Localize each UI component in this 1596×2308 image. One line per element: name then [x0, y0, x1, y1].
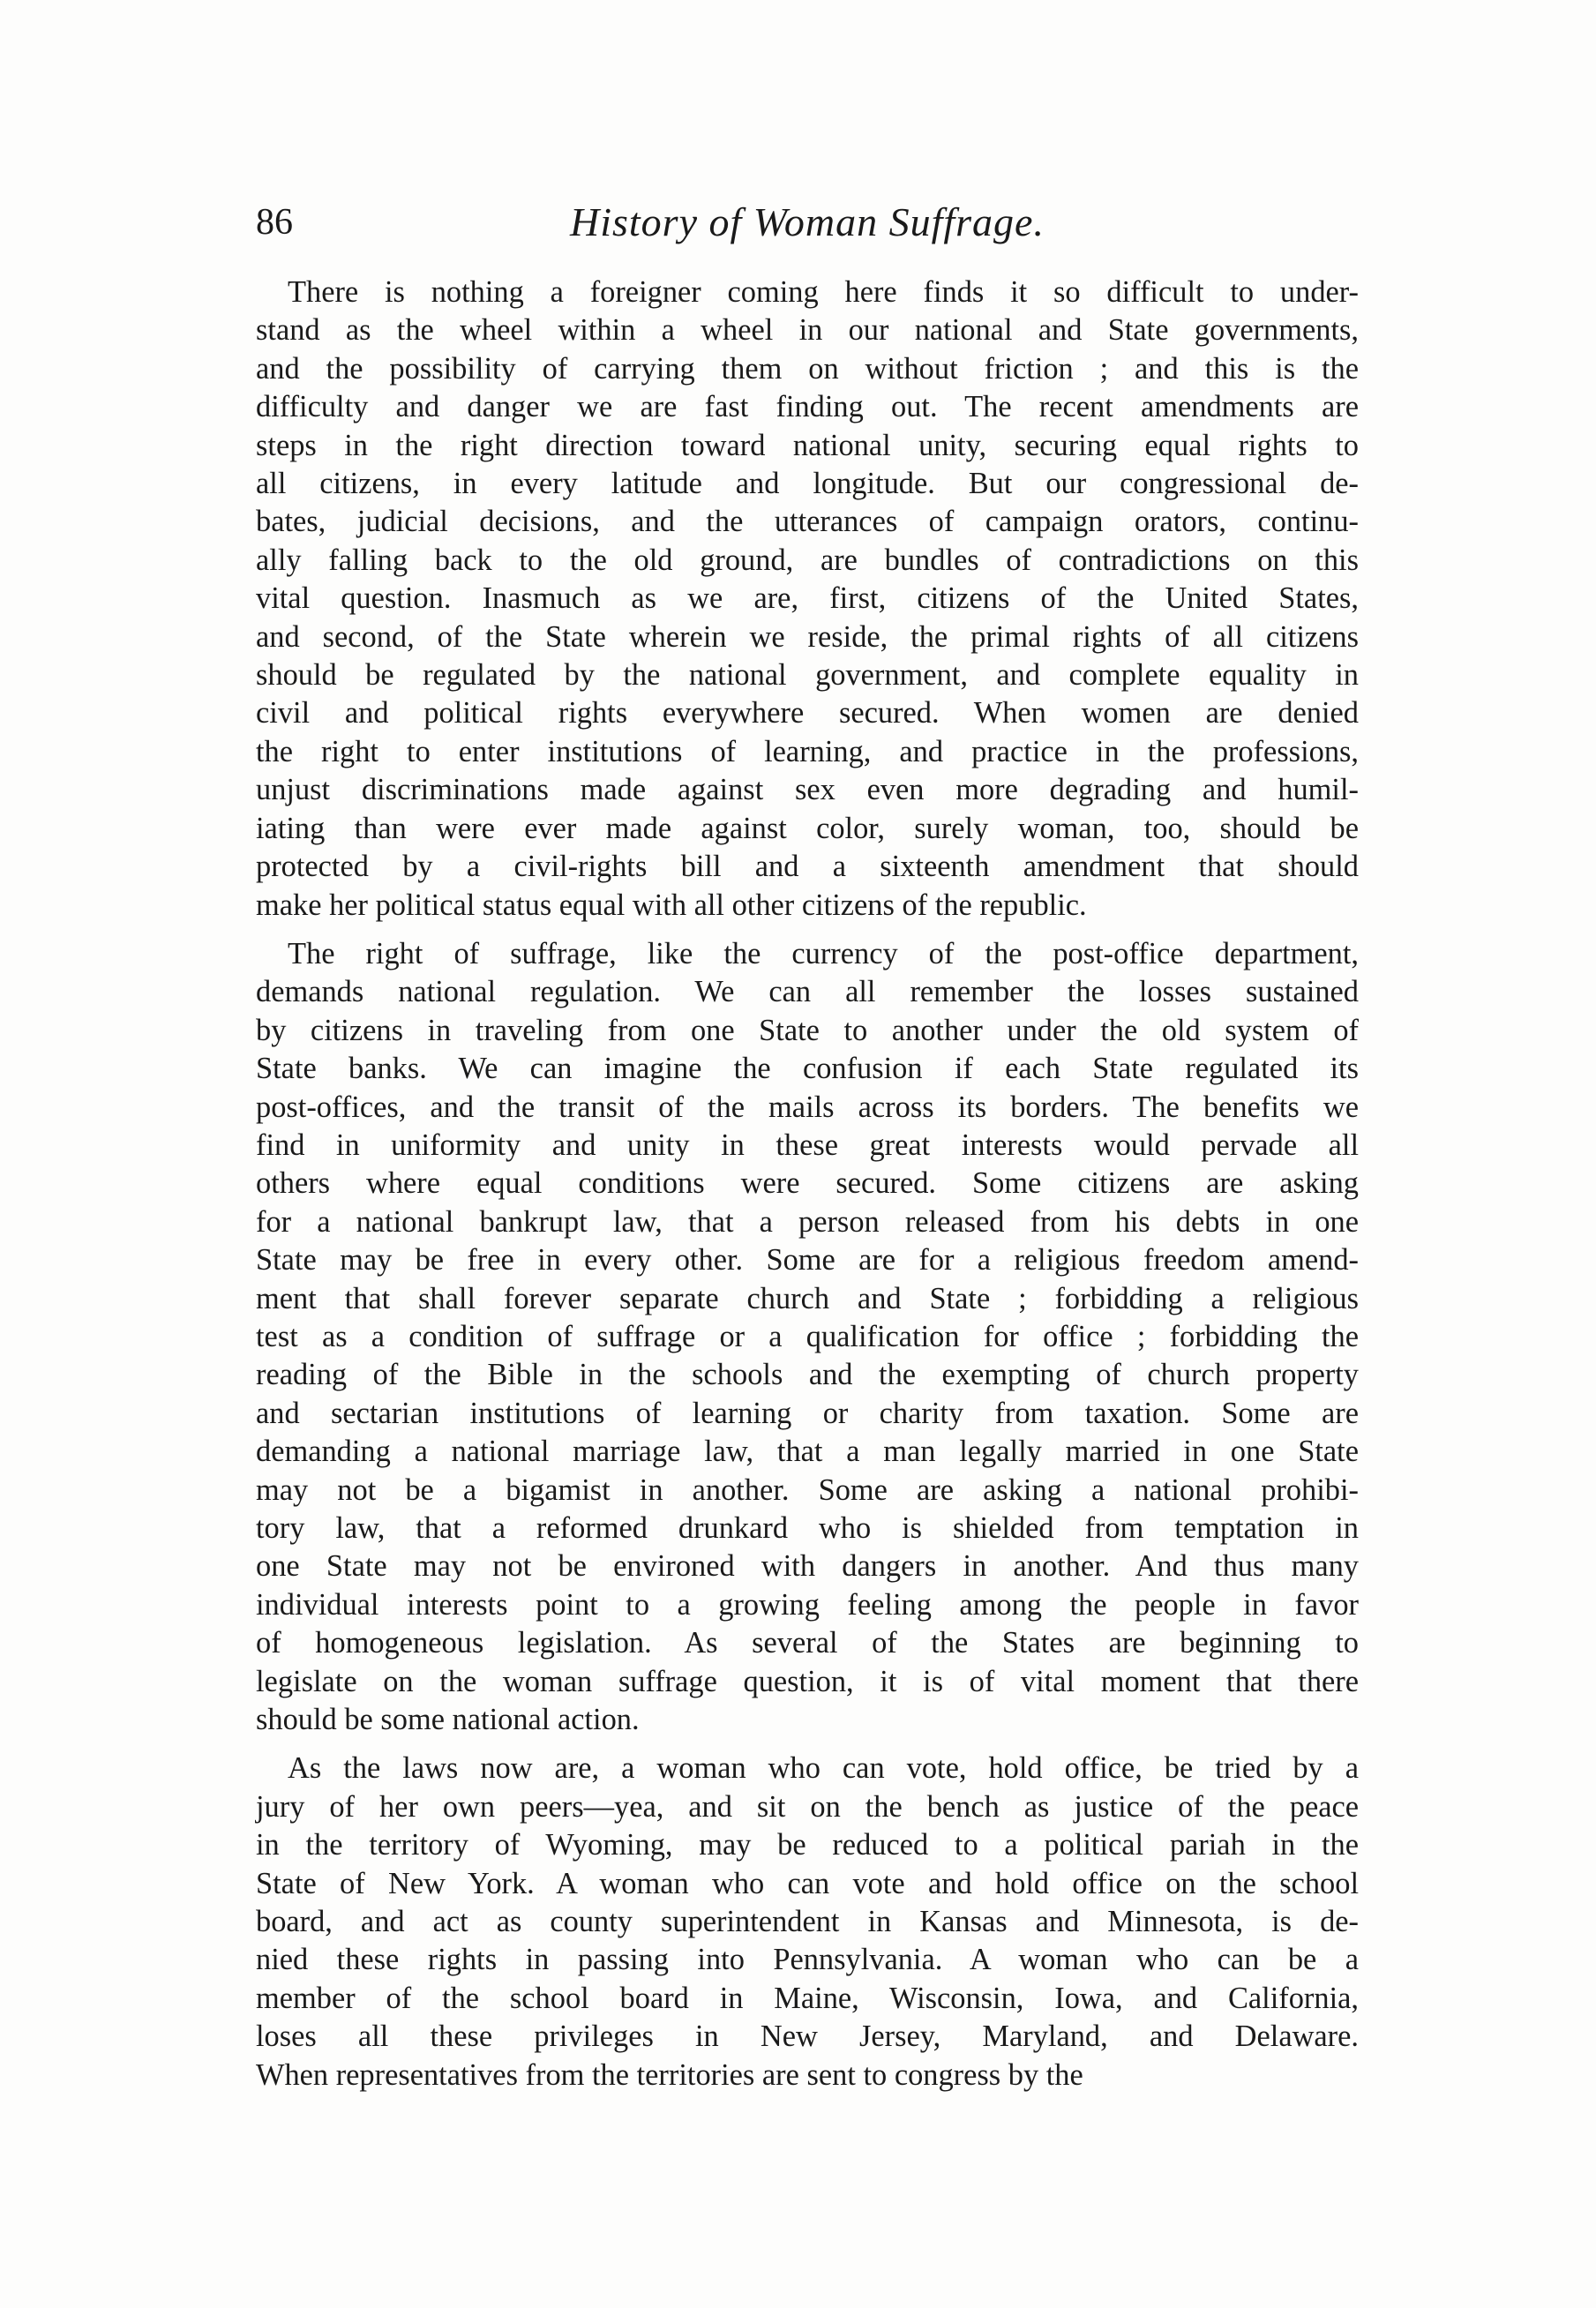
text-line: member of the school board in Maine, Wisconsin, Iowa, and California, — [256, 1981, 1359, 2015]
text-line: steps in the right direction toward national unity, securing equal rights to — [256, 428, 1359, 462]
text-line: stand as the wheel within a wheel in our national and State governments, — [256, 313, 1359, 348]
text-line: make her political status equal with all other citizens of the republic. — [256, 888, 1087, 922]
text-line: should be regulated by the national government, and complete equality in — [256, 658, 1359, 693]
text-line: protected by a civil-rights bill and a sixteenth amendment that should — [256, 850, 1359, 884]
text-line: jury of her own peers—yea, and sit on the bench as justice of the peace — [256, 1789, 1359, 1824]
paragraph — [256, 274, 1359, 925]
text-line: for a national bankrupt law, that a person released from his debts in one — [256, 1204, 1359, 1239]
text-line: State of New York. A woman who can vote and hold office on the school — [256, 1866, 1359, 1900]
text-line: vital question. Inasmuch as we are, first, citizens of the United States, — [256, 581, 1359, 616]
text-line: unjust discriminations made against sex even more degrading and humil- — [256, 773, 1359, 807]
text-line: As the laws now are, a woman who can vote, hold office, be tried by a — [288, 1751, 1359, 1786]
text-line: in the territory of Wyoming, may be reduced to a political pariah in the — [256, 1828, 1359, 1862]
text-line: all citizens, in every latitude and longitude. But our congressional de- — [256, 467, 1359, 501]
text-line: ment that shall forever separate church and State ; forbidding a religious — [256, 1281, 1359, 1315]
text-line: individual interests point to a growing feeling among the people in favor — [256, 1587, 1359, 1622]
text-line: tory law, that a reformed drunkard who is shielded from temptation in — [256, 1511, 1359, 1545]
text-line: When representatives from the territories are sent to congress by the — [256, 2057, 1083, 2092]
text-line: one State may not be environed with dangers in another. And thus many — [256, 1549, 1359, 1584]
paragraph — [256, 1750, 1359, 2094]
text-line: demands national regulation. We can all remember the losses sustained — [256, 975, 1359, 1009]
text-line: demanding a national marriage law, that a man legally married in one State — [256, 1435, 1359, 1469]
text-line: should be some national action. — [256, 1703, 640, 1737]
text-line: may not be a bigamist in another. Some are asking a national prohibi- — [256, 1472, 1359, 1507]
text-line: State banks. We can imagine the confusion if each State regulated its — [256, 1052, 1359, 1086]
text-line: by citizens in traveling from one State to another under the old system of — [256, 1013, 1359, 1047]
text-line: of homogeneous legislation. As several of the States are beginning to — [256, 1626, 1359, 1660]
text-line: bates, judicial decisions, and the utterances of campaign orators, continu- — [256, 505, 1359, 539]
text-line: nied these rights in passing into Pennsylvania. A woman who can be a — [256, 1943, 1359, 1977]
text-line: others where equal conditions were secured. Some citizens are asking — [256, 1166, 1359, 1201]
page-number: 86 — [256, 202, 293, 243]
text-line: test as a condition of suffrage or a qualification for office ; forbidding the — [256, 1319, 1359, 1353]
text-line: iating than were ever made against color, surely woman, too, should be — [256, 811, 1359, 845]
text-line: find in uniformity and unity in these great interests would pervade all — [256, 1128, 1359, 1162]
text-line: the right to enter institutions of learning, and practice in the professions, — [256, 734, 1359, 768]
running-title: History of Woman Suffrage. — [570, 199, 1045, 244]
text-line: difficulty and danger we are fast finding out. The recent amendments are — [256, 390, 1359, 424]
paragraph — [256, 935, 1359, 1740]
text-line: board, and act as county superintendent in Kansas and Minnesota, is de- — [256, 1905, 1359, 1939]
body-text — [256, 274, 1359, 2105]
text-line: and second, of the State wherein we reside, the primal rights of all citizens — [256, 619, 1359, 654]
text-line: legislate on the woman suffrage question, it is of vital moment that there — [256, 1664, 1359, 1698]
text-line: and sectarian institutions of learning or charity from taxation. Some are — [256, 1396, 1359, 1430]
text-line: reading of the Bible in the schools and the exempting of church property — [256, 1358, 1359, 1392]
text-line: There is nothing a foreigner coming here finds it so difficult to under- — [288, 275, 1359, 309]
text-line: The right of suffrage, like the currency of the post-office department, — [288, 936, 1359, 970]
text-line: loses all these privileges in New Jersey, Maryland, and Delaware. — [256, 2020, 1359, 2054]
text-line: and the possibility of carrying them on without friction ; and this is the — [256, 351, 1359, 386]
page-header — [256, 194, 1359, 251]
text-line: ally falling back to the old ground, are bundles of contradictions on this — [256, 543, 1359, 577]
text-line: civil and political rights everywhere secured. When women are denied — [256, 696, 1359, 731]
text-line: State may be free in every other. Some are for a religious freedom amend- — [256, 1243, 1359, 1278]
text-line: post-offices, and the transit of the mails across its borders. The benefits we — [256, 1090, 1359, 1124]
